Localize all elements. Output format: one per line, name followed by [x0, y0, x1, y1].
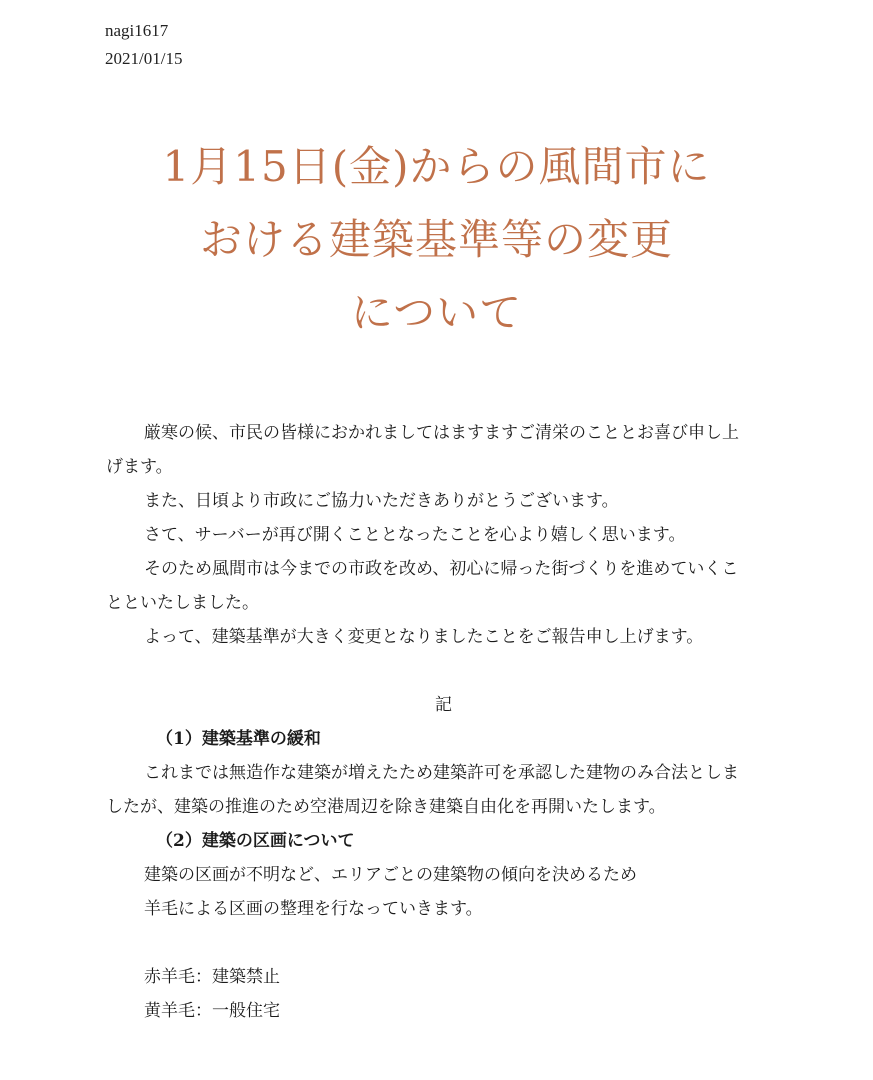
- section-2-line-1: 建築の区画が不明など、エリアごとの建築物の傾向を決めるため: [144, 865, 637, 885]
- section-2-line-2: 羊毛による区画の整理を行なっていきます。: [144, 899, 483, 919]
- section-1-line-1: これまでは無造作な建築が増えたため建築許可を承認した建物のみ合法としま: [144, 763, 739, 783]
- title-line-2: おける建築基準等の変更: [199, 215, 673, 264]
- title-line-1: 1月15日(金)からの風間市に: [162, 142, 711, 191]
- document-date: 2021/01/15: [105, 49, 183, 68]
- section-1-heading: （1）建築基準の緩和: [156, 729, 321, 749]
- document-meta: [105, 17, 182, 73]
- intro-paragraph-5: よって、建築基準が大きく変更となりましたことをご報告申し上げます。: [144, 627, 704, 647]
- intro-paragraph-2: また、日頃より市政にご協力いただきありがとうございます。: [144, 491, 619, 511]
- intro-paragraph-4-line-1: そのため風間市は今までの市政を改め、初心に帰った街づくりを進めていくこ: [144, 559, 739, 579]
- document-title: [0, 130, 873, 349]
- intro-paragraph-1-line-2: げます。: [106, 457, 173, 477]
- section-1-line-2: したが、建築の推進のため空港周辺を除き建築自由化を再開いたします。: [106, 797, 666, 817]
- zone-item: 黄羊毛：一般住宅: [144, 1001, 280, 1021]
- spacer: [106, 926, 781, 960]
- spacer: [106, 654, 781, 688]
- section-2-heading: （2）建築の区画について: [156, 831, 355, 851]
- intro-paragraph-3: さて、サーバーが再び開くこととなったことを心より嬉しく思います。: [144, 525, 686, 545]
- zone-item: 赤羊毛：建築禁止: [144, 967, 280, 987]
- intro-paragraph-4-line-2: とといたしました。: [106, 593, 259, 613]
- note-mark: 記: [435, 695, 452, 715]
- title-line-3: について: [350, 288, 523, 337]
- author-name: nagi1617: [105, 21, 169, 40]
- intro-paragraph-1-line-1: 厳寒の候、市民の皆様におかれましてはますますご清栄のこととお喜び申し上: [144, 423, 739, 443]
- document-body: [106, 416, 781, 1028]
